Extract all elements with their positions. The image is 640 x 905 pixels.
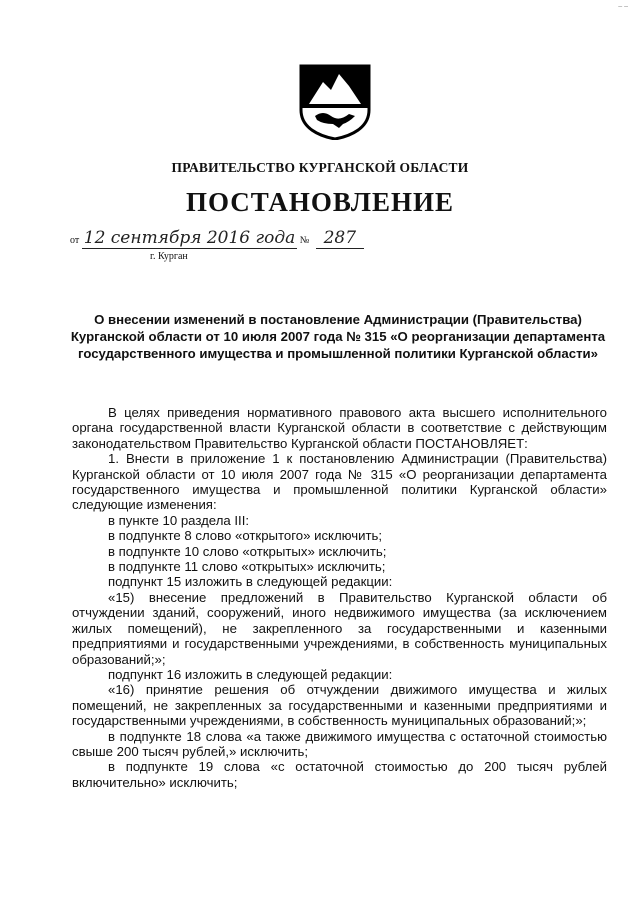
document-date: 12 сентября 2016 года bbox=[83, 228, 296, 248]
paragraph: 1. Внести в приложение 1 к постановлению Администрации (Правительства) Курганской области от 10 июля 2007 года № 315 «О реорганизации департамента государственного имущества и промышленной политики Курганской области» следующие изменения: bbox=[72, 451, 607, 513]
paragraph: подпункт 15 изложить в следующей редакции: bbox=[108, 574, 393, 590]
paragraph: в подпункте 8 слово «открытого» исключить; bbox=[108, 528, 383, 544]
paragraph: В целях приведения нормативного правового акта высшего исполнительного органа государственной власти Курганской области в соответствие с действующим законодательством Правительство Курганской области ПОСТАНОВЛЯЕТ: bbox=[72, 405, 607, 451]
document-body bbox=[72, 405, 607, 790]
document-title: О внесении изменений в постановление Администрации (Правительства) Курганской области от 10 июля 2007 года № 315 «О реорганизации департамента государственного имущества и промышленной политики Курганской области» bbox=[70, 312, 606, 361]
date-line bbox=[70, 228, 364, 249]
paragraph: в подпункте 10 слово «открытых» исключить; bbox=[108, 543, 387, 559]
city: г. Курган bbox=[150, 251, 188, 262]
paragraph: в подпункте 19 слова «с остаточной стоимостью до 200 тысяч рублей включительно» исключить; bbox=[72, 759, 607, 790]
paragraph: «16) принятие решения об отчуждении движимого имущества и жилых помещений, не закрепленных за государственными и казенными предприятиями и государственными учреждениями, в собственность муниципальных образований;»; bbox=[72, 682, 607, 729]
paragraph: подпункт 16 изложить в следующей редакции: bbox=[108, 666, 393, 682]
paragraph: в пункте 10 раздела III: bbox=[108, 512, 250, 528]
date-prefix: от bbox=[70, 235, 80, 246]
kurgan-coat-of-arms-icon bbox=[299, 64, 371, 140]
paragraph: в подпункте 11 слово «открытых» исключить; bbox=[108, 559, 386, 575]
document-type: ПОСТАНОВЛЕНИЕ bbox=[185, 187, 455, 217]
corner-mark: – – bbox=[618, 3, 628, 10]
paragraph: «15) внесение предложений в Правительство Курганской области об отчуждении зданий, сооружений, иного недвижимого имущества (за исключением жилых помещений), не закрепленного за государственными и казенными предприятиями и государственными учреждениями, в собственность муниципальных образований;»; bbox=[72, 589, 607, 667]
government-name: ПРАВИТЕЛЬСТВО КУРГАНСКОЙ ОБЛАСТИ bbox=[171, 160, 469, 175]
document-number: 287 bbox=[316, 228, 364, 249]
paragraph: в подпункте 18 слова «а также движимого имущества с остаточной стоимостью свыше 200 тысяч рублей,» исключить; bbox=[72, 728, 607, 759]
number-prefix: № bbox=[299, 235, 310, 246]
